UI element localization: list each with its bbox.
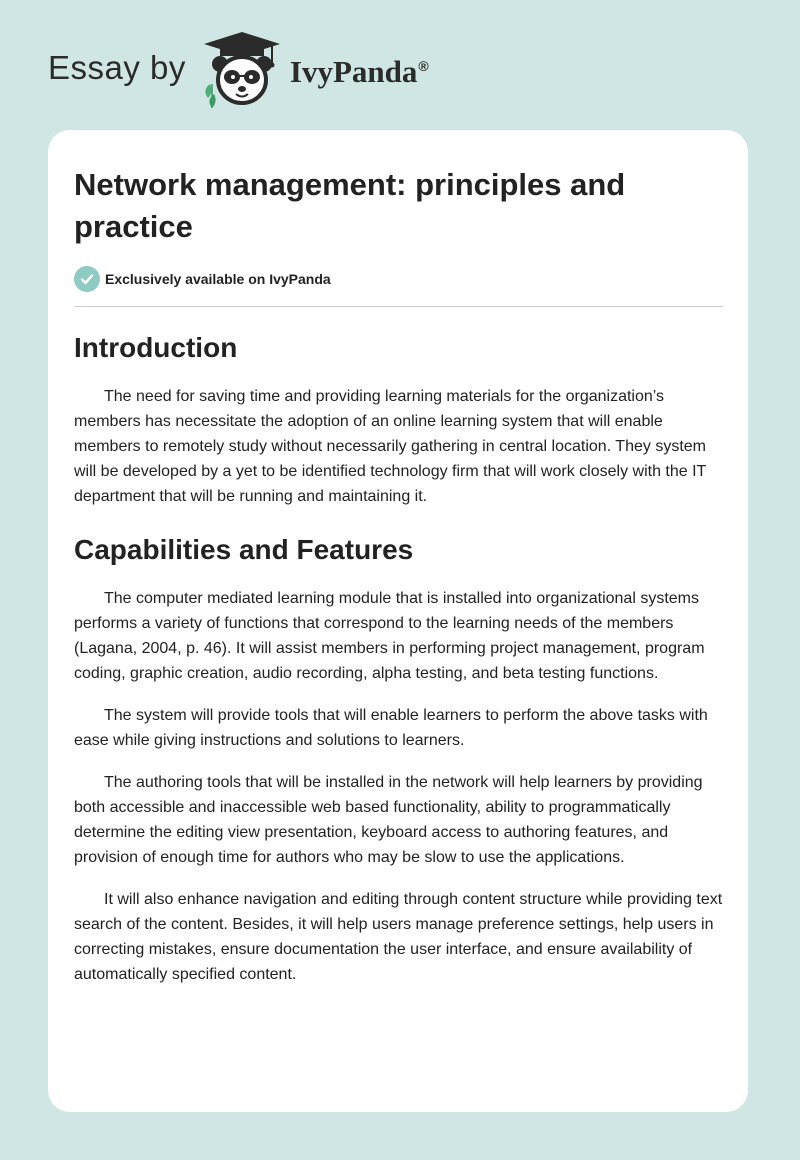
exclusive-notice xyxy=(74,266,722,292)
paragraph: The system will provide tools that will enable learners to perform the above tasks with ease while giving instructions and solutions to learners. xyxy=(74,707,708,749)
section-heading-capabilities: Capabilities and Features xyxy=(74,534,414,565)
brand-prefix: Essay by xyxy=(48,49,186,86)
site-header xyxy=(48,30,429,110)
divider xyxy=(74,306,723,307)
page-title: Network management: principles and practice xyxy=(74,167,626,244)
exclusive-text: Exclusively available on IvyPanda xyxy=(105,271,331,287)
paragraph: The authoring tools that will be installed in the network will help learners by providing both accessible and inaccessible web based functionality, ability to programmatically determine the editing view presentation, keyboard access to authoring features, and provision of enough time for authors who may be slow to use the applications. xyxy=(74,774,703,866)
panda-graduate-icon[interactable] xyxy=(200,30,284,110)
section-heading-introduction: Introduction xyxy=(74,332,238,363)
paragraph: The computer mediated learning module that is installed into organizational systems performs a variety of functions that correspond to the learning needs of the members (Lagana, 2004, p. 46). It will assist members in performing project management, program coding, graphic creation, audio recording, alpha testing, and beta testing functions. xyxy=(74,590,705,682)
brand-name[interactable]: IvyPanda® xyxy=(289,54,429,89)
paragraph: It will also enhance navigation and editing through content structure while providing text search of the content. Besides, it will help users manage preference settings, help users in correcting mistakes, ensure documentation the user interface, and ensure availability of automatically specified content. xyxy=(74,891,723,983)
article-card xyxy=(48,130,748,1112)
paragraph: The need for saving time and providing learning materials for the organization’s members has necessitate the adoption of an online learning system that will enable members to remotely study without necessarily gathering in central location. They system will be developed by a yet to be identified technology firm that will work closely with the IT department that will be running and maintaining it. xyxy=(74,388,707,505)
check-icon xyxy=(74,266,100,292)
